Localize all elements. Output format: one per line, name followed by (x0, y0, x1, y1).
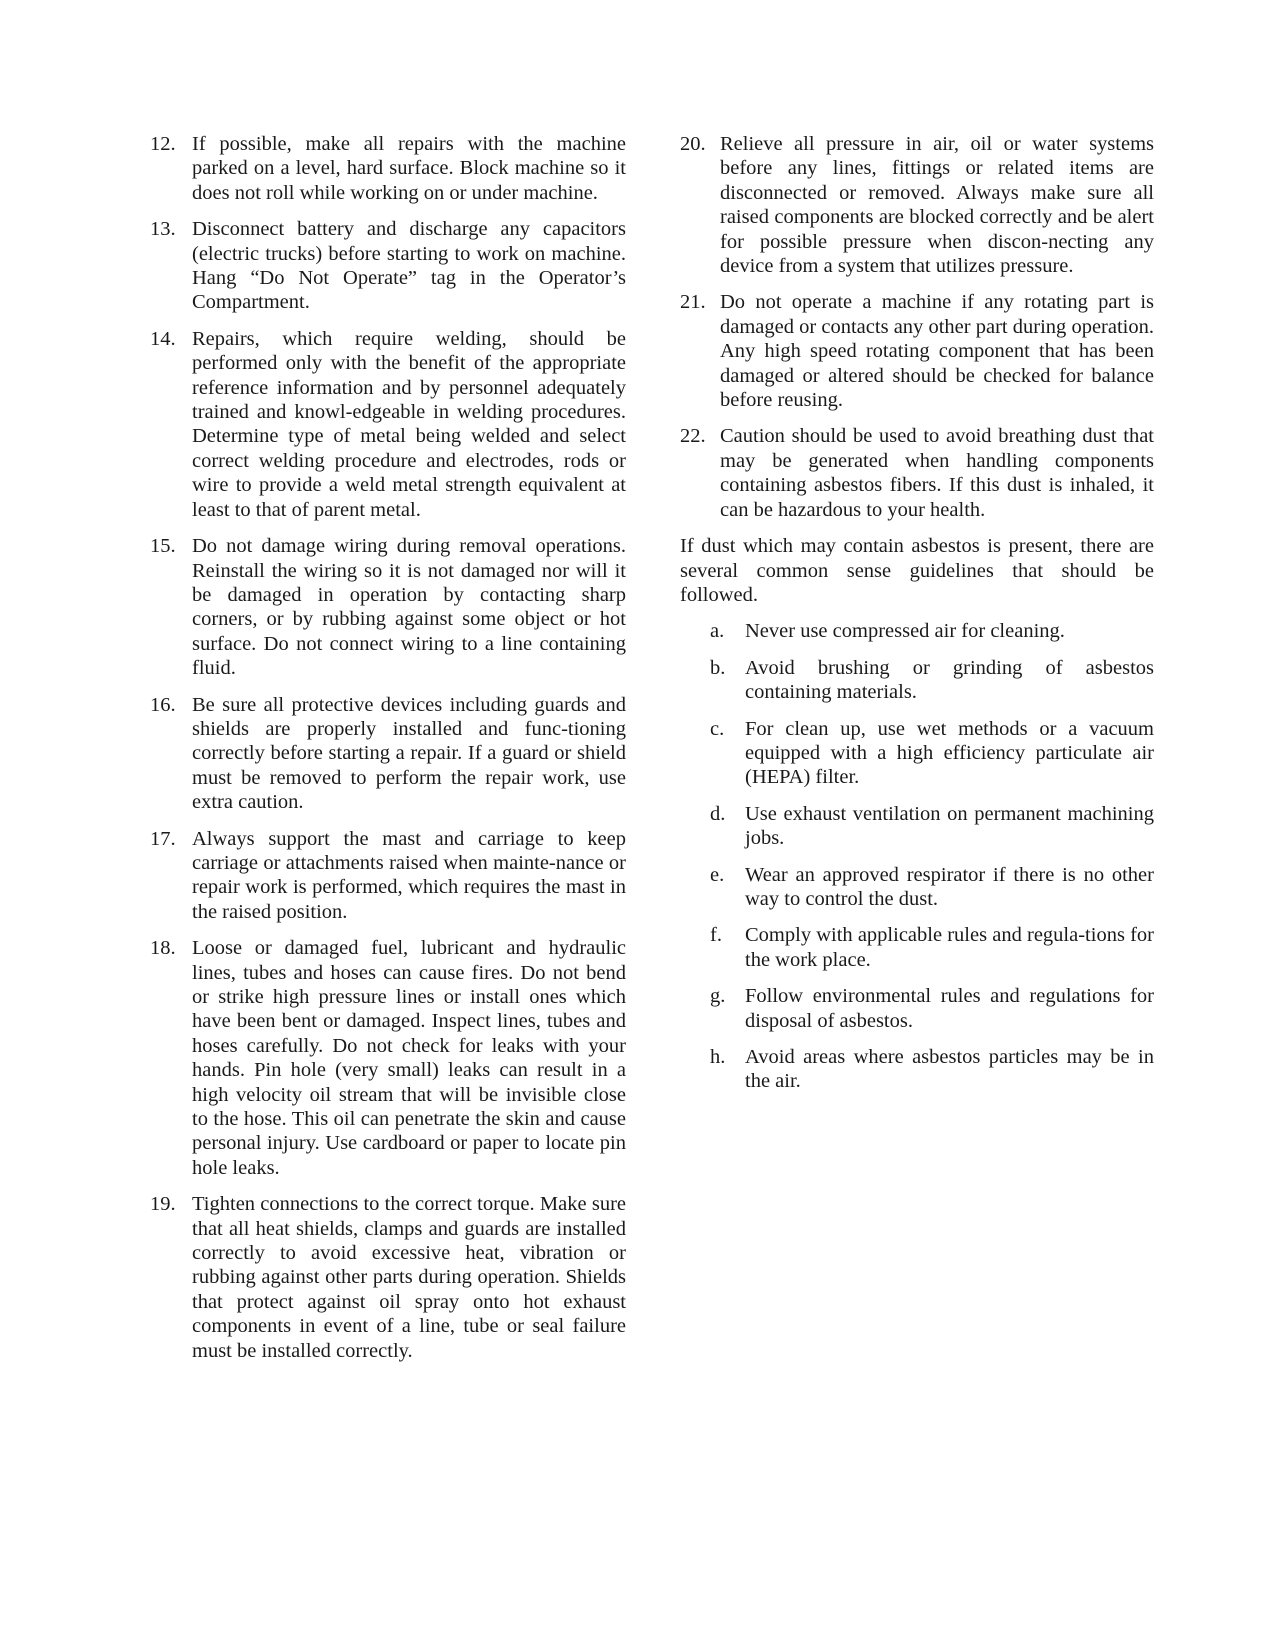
guideline-item (680, 656, 1154, 705)
list-item (150, 217, 626, 315)
item-number: 16. (150, 693, 176, 716)
item-text: Repairs, which require welding, should be performed only with the benefit of the appropriate reference information and by personnel adequately trained and knowl-edgeable in welding procedures. Determine type of metal being welded and select correct welding procedure and electrodes, rods or wire to provide a weld metal strength equivalent at least to that of parent metal. (192, 327, 626, 521)
item-text: Always support the mast and carriage to keep carriage or attachments raised when mainte-nance or repair work is performed, which requires the mast in the raised position. (192, 827, 626, 923)
guideline-letter: g. (710, 985, 726, 1008)
list-item (150, 534, 626, 680)
right-column (680, 132, 1154, 1106)
guideline-text: For clean up, use wet methods or a vacuum equipped with a high efficiency particulate air (HEPA) filter. (745, 717, 1154, 789)
item-number: 20. (680, 133, 706, 155)
item-number: 22. (680, 425, 706, 448)
guideline-text: Wear an approved respirator if there is no other way to control the dust. (745, 863, 1154, 910)
guideline-text: Avoid areas where asbestos particles may be in the air. (745, 1046, 1154, 1093)
list-item (680, 424, 1154, 522)
item-text: Do not operate a machine if any rotating part is damaged or contacts any other part during operation. Any high speed rotating component that has been damaged or altered should be checked for balance before reusing. (720, 291, 1154, 412)
item-text: If possible, make all repairs with the machine parked on a level, hard surface. Block machine so it does not roll while working on or under machine. (192, 133, 626, 204)
item-text: Tighten connections to the correct torque. Make sure that all heat shields, clamps and guards are installed correctly to avoid excessive heat, vibration or rubbing against other parts during operation. Shields that protect against oil spray onto hot exhaust components in event of a line, tube or seal failure must be installed correctly. (192, 1193, 626, 1362)
item-number: 21. (680, 291, 706, 314)
item-text: Relieve all pressure in air, oil or water systems before any lines, fittings or related items are disconnected or removed. Always make sure all raised components are blocked correctly and be alert for possible pressure when discon-necting any device from a system that utilizes pressure. (720, 133, 1154, 278)
left-column (150, 132, 626, 1375)
guideline-text: Avoid brushing or grinding of asbestos containing materials. (745, 656, 1154, 704)
guideline-item (680, 802, 1154, 851)
guideline-letter: c. (710, 717, 725, 740)
list-item (150, 327, 626, 522)
item-number: 19. (150, 1193, 176, 1216)
guideline-item (680, 717, 1154, 790)
item-text: Do not damage wiring during removal operations. Reinstall the wiring so it is not damaged nor will it be damaged in operation by contacting sharp corners, or by rubbing against some object or hot surface. Do not connect wiring to a line containing fluid. (192, 535, 626, 680)
list-item (150, 827, 626, 925)
item-text: Be sure all protective devices including guards and shields are properly installed and func-tioning correctly before starting a repair. If a guard or shield must be removed to perform the repair work, use extra caution. (192, 693, 626, 814)
guideline-item (680, 619, 1154, 643)
list-item (680, 132, 1154, 278)
item-text: Caution should be used to avoid breathing dust that may be generated when handling components containing asbestos fibers. If this dust is inhaled, it can be hazardous to your health. (720, 425, 1154, 521)
guideline-item (680, 984, 1154, 1033)
guideline-item (680, 923, 1154, 972)
guideline-text: Never use compressed air for cleaning. (745, 620, 1065, 643)
list-item (150, 1192, 626, 1363)
item-text: Disconnect battery and discharge any capacitors (electric trucks) before starting to work on machine. Hang “Do Not Operate” tag in the Operator’s Compartment. (192, 218, 626, 314)
guideline-letter: b. (710, 656, 726, 679)
guideline-letter: a. (710, 620, 725, 643)
item-number: 15. (150, 535, 176, 558)
item-number: 13. (150, 218, 176, 241)
list-item (150, 132, 626, 205)
guideline-item (680, 1045, 1154, 1094)
guideline-text: Comply with applicable rules and regula-tions for the work place. (745, 924, 1154, 971)
guideline-letter: e. (710, 863, 725, 886)
item-number: 12. (150, 133, 176, 155)
guideline-letter: h. (710, 1046, 726, 1068)
list-item (150, 936, 626, 1180)
guideline-text: Use exhaust ventilation on permanent machining jobs. (745, 802, 1154, 850)
guideline-letter: d. (710, 802, 726, 825)
guideline-letter: f. (710, 924, 722, 947)
item-number: 14. (150, 327, 176, 350)
guideline-text: Follow environmental rules and regulations for disposal of asbestos. (745, 985, 1154, 1032)
item-number: 18. (150, 937, 176, 960)
asbestos-intro-paragraph: If dust which may contain asbestos is present, there are several common sense guidelines that should be followed. (680, 535, 1154, 606)
list-item (150, 693, 626, 815)
list-item (680, 290, 1154, 412)
item-text: Loose or damaged fuel, lubricant and hydraulic lines, tubes and hoses can cause fires. Do not bend or strike high pressure lines or install ones which have been bent or damaged. Inspect lines, tubes and hoses carefully. Do not check for leaks with your hands. Pin hole (very small) leaks can result in a high velocity oil stream that will be invisible close to the hose. This oil can penetrate the skin and cause personal injury. Use cardboard or paper to locate pin hole leaks. (192, 937, 626, 1179)
guideline-item (680, 863, 1154, 912)
item-number: 17. (150, 827, 176, 850)
